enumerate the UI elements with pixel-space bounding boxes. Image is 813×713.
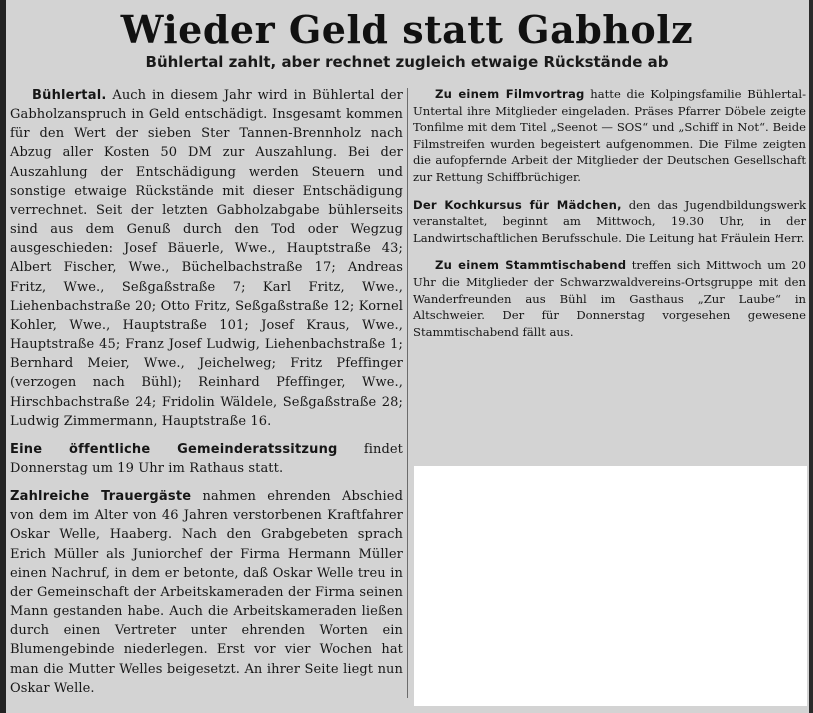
article-stammtisch-text: treffen sich Mittwoch um 20 Uhr die Mitglieder der Schwarzwaldvereins-Ortsgruppe mit den Wanderfreunden aus Bühl im Gasthaus „Zur Laube“ in Altschweier. Der für Donnerstag vorgesehen gewesene Stammtischabend fällt aus. [413,258,807,339]
article-stammtisch [413,257,806,340]
article-gabholz-text: Auch in diesem Jahr wird in Bühlertal der Gabholzanspruch in Geld entschädigt. Insgesamt kommen für den Wert der sieben Ster Tannen-Brennholz nach Abzug aller Kosten 50 DM zur Auszahlung. Bei der Auszahlung der Entschädigung werden Steuern und sonstige etwaige Rückstände mit dieser Entschädigung verrechnet. Seit der letzten Gabholzabgabe bühlerseits sind aus dem Genuß durch den Tod oder Wegzug ausgeschieden: Josef Bäuerle, Wwe., Hauptstraße 43; Albert Fischer, Wwe., Büchelbachstraße 17; Andreas Fritz, Wwe., Seßgaßstraße 7; Karl Fritz, Wwe., Liehenbachstraße 20; Otto Fritz, Seßgaßstraße 12; Kornel Kohler, Wwe., Hauptstraße 101; Josef Kraus, Wwe., Hauptstraße 45; Franz Josef Ludwig, Liehenbachstraße 1; Bernhard Meier, Wwe., Jeichelweg; Fritz Pfeffinger (verzogen nach Bühl); Reinhard Pfeffinger, Wwe., Hirschbachstraße 24; Fridolin Wäldele, Seßgaßstraße 28; Ludwig Zimmermann, Hauptstraße 16. [10,88,403,429]
article-gemeinderat-text: findet Donnerstag um 19 Uhr im Rathaus statt. [10,441,403,476]
article-filmvortrag-text: hatte die Kolpingsfamilie Bühlertal-Untertal ihre Mitglieder eingeladen. Präses Pfarrer Döbele zeigte Tonfilme mit dem Titel „Seenot — SOS“ und „Schiff in Not“. Beide Filmstreifen wurden begeistert aufgenommen. Die Filme zeigten die aufopfernde Arbeit der Mitglieder der Deutschen Gesellschaft zur Rettung Schiffbrüchiger. [413,87,807,184]
right-column [413,86,806,340]
left-scan-edge [0,0,6,713]
article-gemeinderat [10,440,403,478]
blank-area [414,466,807,706]
column-divider [407,88,408,698]
headline: Wieder Geld statt Gabholz [120,7,694,52]
article-gabholz-lead: Bühlertal. [32,88,107,103]
left-column [10,86,403,698]
article-gemeinderat-lead: Eine öffentliche Gemeinderatssitzung [10,441,338,457]
subheadline: Bühlertal zahlt, aber rechnet zugleich etwaige Rückstände ab [145,53,669,71]
article-trauergaeste-text: nahmen ehrenden Abschied von dem im Alter von 46 Jahren verstorbenen Kraftfahrer Oskar Welle, Haaberg. Nach den Grabgebeten sprach Erich Müller als Juniorchef der Firma Hermann Müller einen Nachruf, in dem er betonte, daß Oskar Welle treu in der Gemeinschaft der Arbeitskameraden der Firma seinen Mann gestanden habe. Auch die Arbeitskameraden ließen durch einen Vertreter unter ehrenden Worten ein Blumengebinde niederlegen. Erst vor vier Wochen hat man die Mutter Welles beigesetzt. An ihrer Seite liegt nun Oskar Welle. [10,489,403,696]
article-trauergaeste-lead: Zahlreiche Trauergäste [10,489,192,505]
right-scan-edge [809,0,813,713]
article-filmvortrag [413,86,806,186]
article-kochkursus [413,197,806,247]
article-kochkursus-lead: Der Kochkursus für Mädchen, [413,197,622,212]
article-kochkursus-text: den das Jugendbildungswerk veranstaltet, beginnt am Mittwoch, 19.30 Uhr, in der Landwirtschaftlichen Berufsschule. Die Leitung hat Fräulein Herr. [413,197,806,245]
article-filmvortrag-lead: Zu einem Filmvortrag [435,87,585,101]
article-gabholz [10,86,403,431]
article-trauergaeste [10,487,403,698]
article-stammtisch-lead: Zu einem Stammtischabend [435,258,627,273]
